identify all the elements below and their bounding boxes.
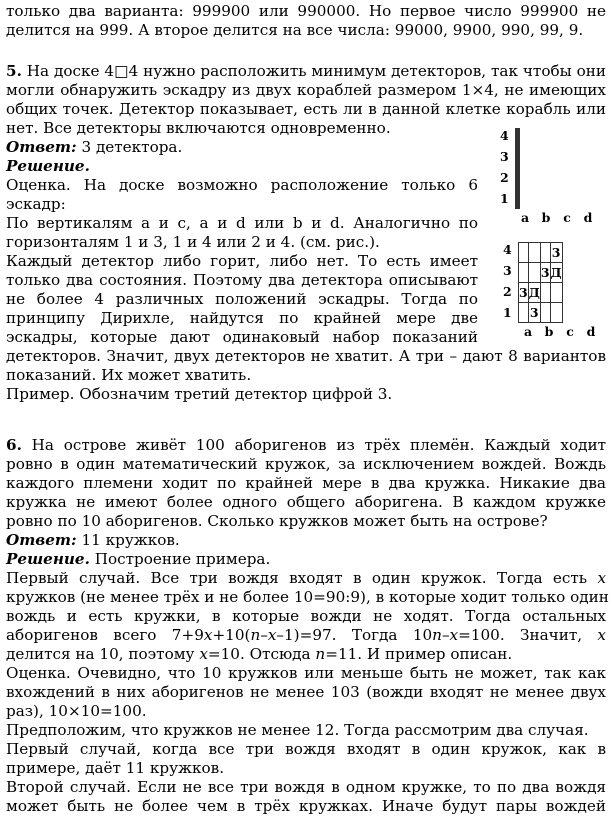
col-label: a — [520, 210, 530, 225]
board-cell: 3 — [540, 263, 550, 283]
answer-label: Ответ: — [6, 531, 77, 549]
solution-label: Решение. — [6, 157, 90, 175]
text-line: По вертикалям a и c, a и d или b и d. Аналогично по — [6, 214, 478, 232]
text-line: Первый случай. Все три вождя входят в один кружок. Тогда есть x — [6, 569, 607, 587]
text-line: могли обнаружить эскадру из двух кораблей размером 1×4, не имеющих — [6, 81, 606, 99]
board-cell: 3 — [519, 283, 529, 303]
text-line: примере, даёт 11 кружков. — [6, 759, 225, 777]
problem-number: 5. — [6, 62, 22, 80]
board-table — [515, 128, 520, 209]
col-label: a — [523, 324, 533, 339]
board-cell — [550, 283, 562, 303]
board-cell — [540, 243, 550, 263]
col-label: d — [583, 210, 593, 225]
board-cell — [540, 303, 550, 323]
board-cell — [550, 303, 562, 323]
text-line: эскадр: — [6, 195, 66, 213]
col-label: c — [563, 210, 571, 225]
row-label: 2 — [500, 170, 509, 185]
text-line: каждого племени ходит по крайней мере в два кружка. Никакие два — [6, 474, 606, 492]
col-label: b — [544, 324, 554, 339]
board-cell — [540, 283, 550, 303]
text-line: Каждый детектор либо горит, либо нет. То есть имеет — [6, 252, 478, 270]
text-line: делится на 999. А второе делится на все числа: 99000, 9900, 990, 99, 9. — [6, 21, 584, 39]
text-line: кружков (не менее трёх и не более 10=90:9), в которые ходит только один — [6, 588, 609, 606]
text-line: принципу Дирихле, найдутся по крайней мере две — [6, 309, 478, 327]
text-line: Пример. Обозначим третий детектор цифрой 3. — [6, 385, 393, 403]
col-label: c — [566, 324, 574, 339]
text-line: детекторов. Значит, двух детекторов не хватит. А три – дают 8 вариантов — [6, 347, 606, 365]
answer-label: Ответ: — [6, 138, 77, 156]
problem-number: 6. — [6, 436, 22, 454]
text-line: может быть не более чем в трёх кружках. Иначе будут пары вождей — [6, 797, 606, 815]
text-line: Первый случай, когда все три вождя входят в один кружок, как в — [6, 740, 606, 758]
text-line: вхождений в них аборигенов не менее 103 (вожди входят не менее двух — [6, 683, 606, 701]
problem-5-statement: 5. На доске 4□4 нужно расположить минимум детекторов, так чтобы они — [6, 62, 606, 80]
text-line: вождь и есть кружки, в которые вожди не ходят. Тогда остальных — [6, 607, 606, 625]
row-label: 1 — [503, 305, 512, 320]
text-line: Второй случай. Если не все три вождя в одном кружке, то по два вождя — [6, 778, 606, 796]
formula-line: аборигенов всего 7+9x+10(n–x–1)=97. Тогда 10n–x=100. Значит, x — [6, 626, 606, 644]
text-line: Оценка. На доске возможно расположение только 6 — [6, 176, 478, 194]
solution-line: Решение. Построение примера. — [6, 550, 271, 568]
text-line: кружка не имеют более одного общего аборигена. В каждом кружке — [6, 493, 606, 511]
text-line: делится на 10, поэтому x=10. Отсюда n=11. И пример описан. — [6, 645, 513, 663]
row-label: 4 — [500, 128, 509, 143]
board-cell — [519, 263, 529, 283]
text-line: Оценка. Очевидно, что 10 кружков или меньше быть не может, так как — [6, 664, 606, 682]
row-label: 3 — [503, 263, 512, 278]
text-line: ровно по 10 аборигенов. Сколько кружков может быть на острове? — [6, 512, 548, 530]
text-line: раз), 10×10=100. — [6, 702, 147, 720]
text-line: только два варианта: 999900 или 990000. Но первое число 999900 не — [6, 2, 606, 20]
row-label: 4 — [503, 242, 512, 257]
board-cell — [519, 303, 529, 323]
col-label: d — [586, 324, 596, 339]
board-cell: Д — [550, 263, 562, 283]
answer-line: Ответ: 11 кружков. — [6, 531, 180, 549]
text-line: общих точек. Детектор показывает, есть ли в данной клетке корабль или — [6, 100, 606, 118]
text-line: ровно в один математический кружок, за исключением вождей. Вождь — [6, 455, 606, 473]
text-line: не более 4 различных положений эскадры. Тогда по — [6, 290, 478, 308]
board-table — [518, 242, 563, 323]
board-cell: 3 — [550, 243, 562, 263]
row-label: 2 — [503, 284, 512, 299]
text-line: эскадры, которые дают одинаковый набор показаний — [6, 328, 478, 346]
board-cell: 3 — [528, 303, 540, 323]
row-label: 3 — [500, 149, 509, 164]
row-label: 1 — [500, 191, 509, 206]
board-cell — [528, 263, 540, 283]
text-line: только два состояния. Поэтому два детектора описывают — [6, 271, 478, 289]
board-cell: Д — [528, 283, 540, 303]
text-line: показаний. Их может хватить. — [6, 366, 252, 384]
problem-6-statement: 6. На острове живёт 100 аборигенов из трёх племён. Каждый ходит — [6, 436, 606, 454]
board-cell — [519, 243, 529, 263]
board-cell — [528, 243, 540, 263]
text-line: горизонталям 1 и 3, 1 и 4 или 2 и 4. (см. рис.). — [6, 233, 380, 251]
answer-line: Ответ: 3 детектора. — [6, 138, 183, 156]
text-line: Предположим, что кружков не менее 12. Тогда рассмотрим два случая. — [6, 721, 589, 739]
text-line: нет. Все детекторы включаются одновременно. — [6, 119, 391, 137]
col-label: b — [541, 210, 551, 225]
